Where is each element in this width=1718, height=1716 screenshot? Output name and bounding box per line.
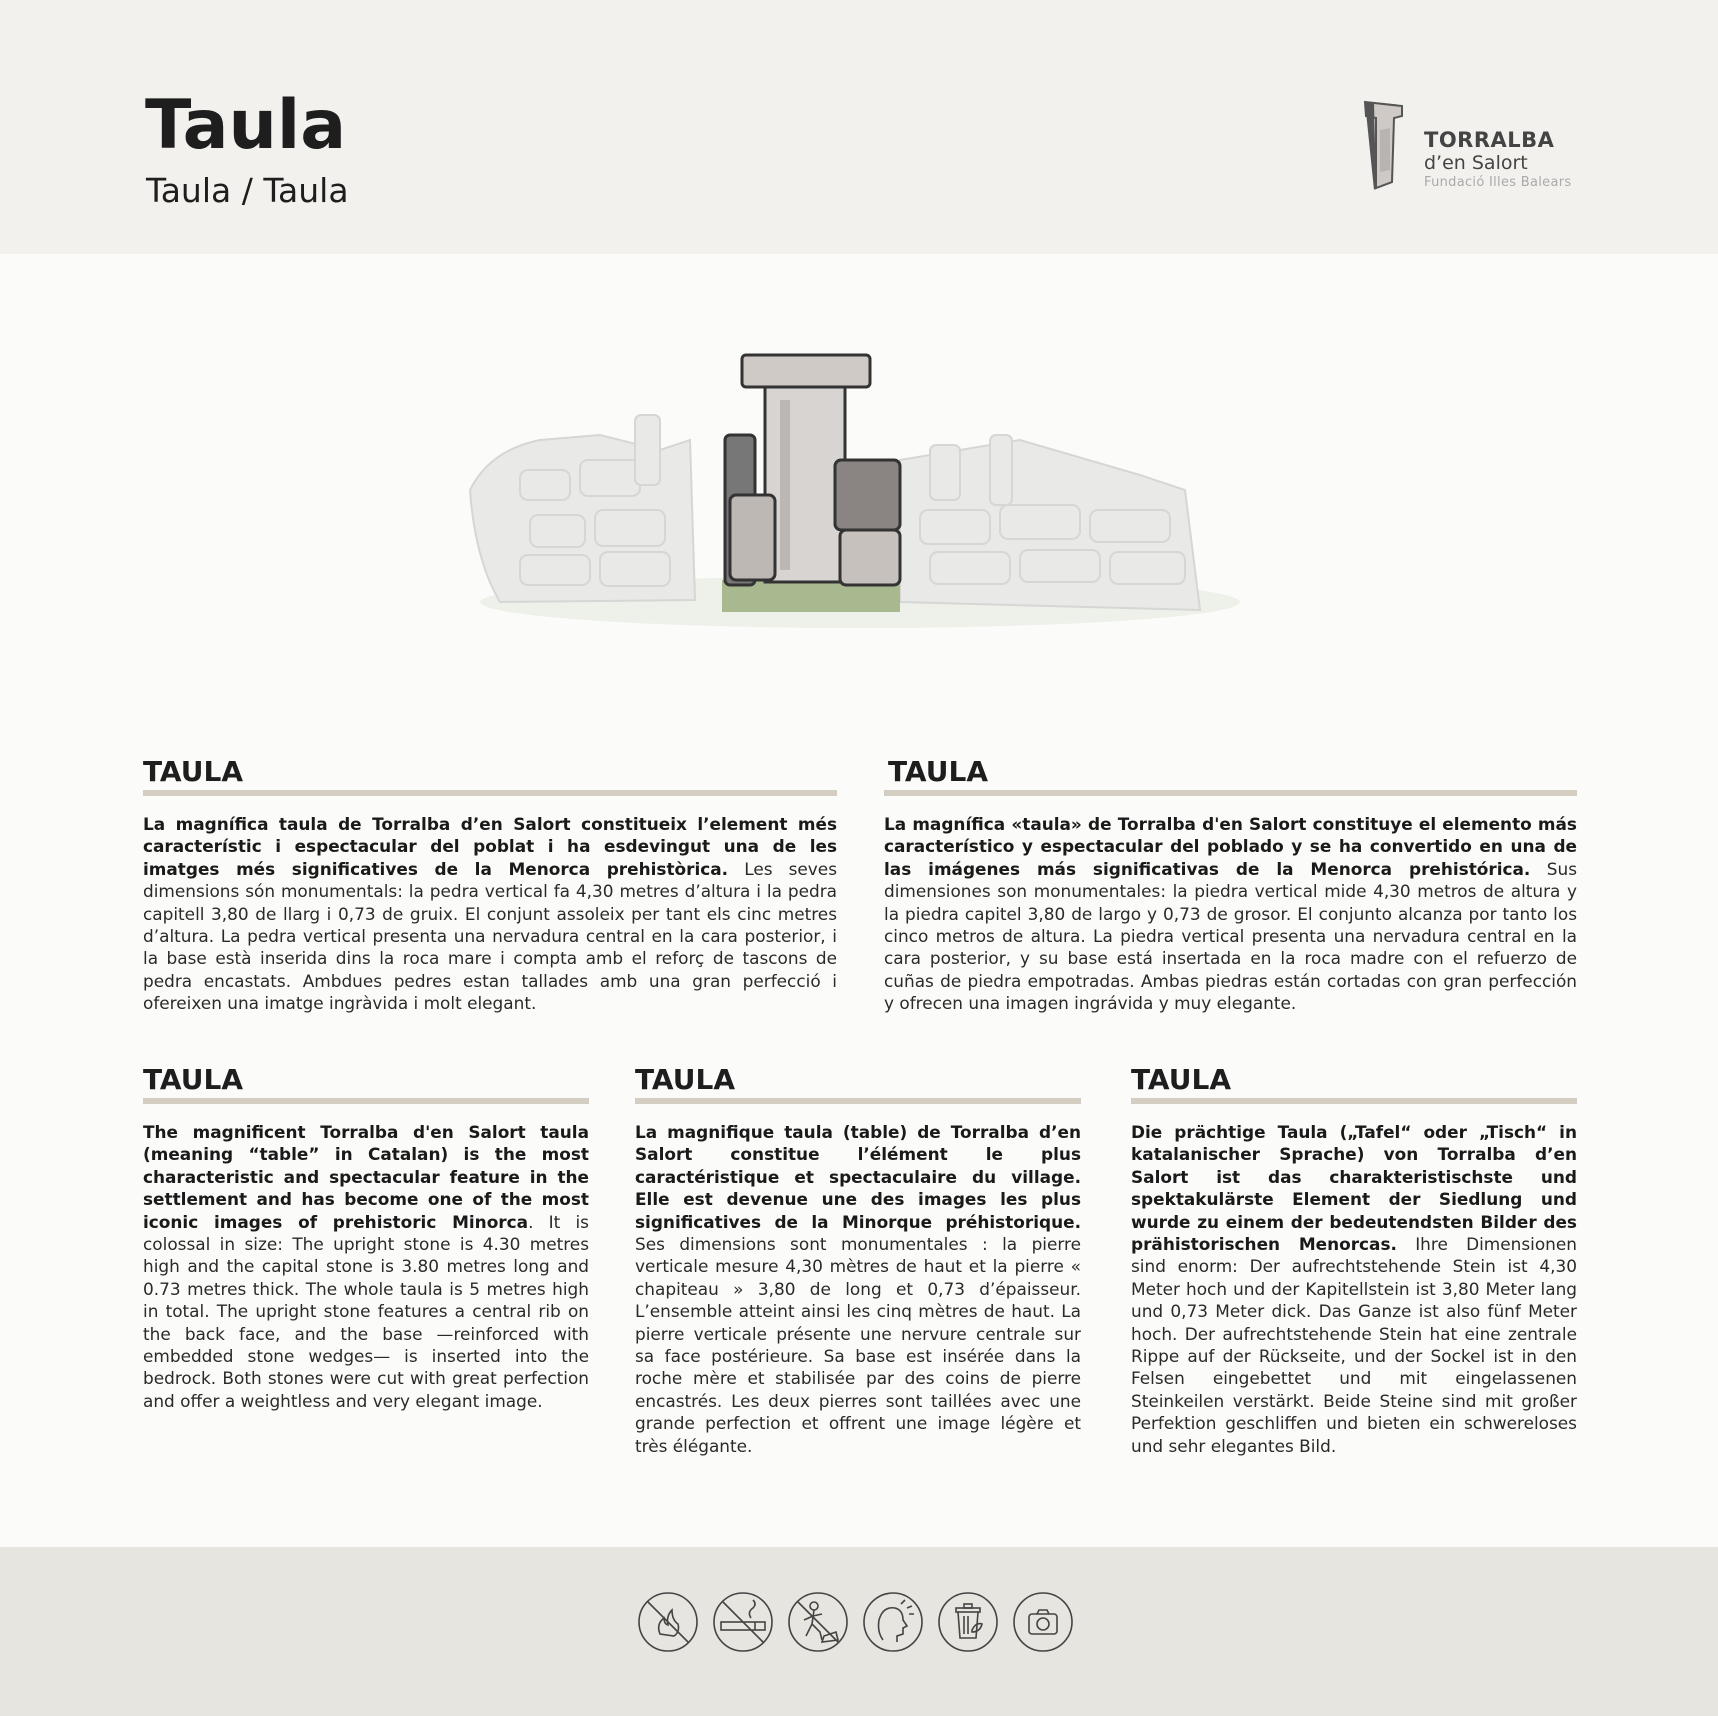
section-lead-es: La magnífica «taula» de Torralba d'en Salort constituye el elemento más característico y espectacular del poblado y se ha convertido en una de las imágenes más significativas de la Menorca prehistórica. — [884, 814, 1577, 879]
section-lead-ca: La magnífica taula de Torralba d’en Salort constitueix l’element més característic i espectacular del poblat i ha esdevingut una de les imatges més significatives de la Menorca prehistòrica. — [143, 814, 837, 879]
footer-icons — [638, 1592, 1073, 1654]
section-title-fr: TAULA — [635, 1063, 735, 1096]
camera-icon — [1013, 1592, 1073, 1652]
taula-illustration — [460, 340, 1250, 640]
section-title-de: TAULA — [1131, 1063, 1231, 1096]
section-text-es — [884, 813, 1577, 1015]
section-text-ca — [143, 813, 837, 1015]
section-rule — [635, 1098, 1081, 1104]
section-lead-de: Die prächtige Taula („Tafel“ oder „Tisch“ in katalanischer Sprache) von Torralba d’en Salort ist das charakteristischste und spektakulärste Element der Siedlung und wurde zu einem der bedeutendsten Bilder des prähistorischen Menorcas. — [1131, 1122, 1577, 1255]
litter-bin-icon — [938, 1592, 998, 1652]
section-lead-en: The magnificent Torralba d'en Salort taula (meaning “table” in Catalan) is the most characteristic and spectacular feature in the settlement and has become one of the most iconic images of prehistoric Minorca — [143, 1122, 589, 1232]
section-rule — [143, 790, 837, 796]
section-body-fr: Ses dimensions sont monumentales : la pierre verticale mesure 4,30 mètres de haut et la pierre « chapiteau » 3,80 de long et 0,73 d’épaisseur. L’ensemble atteint ainsi les cinq mètres de haut. La pierre verticale présente une nervure centrale sur sa face postérieure. Sa base est insérée dans la roche mère et stabilisée par des coins de pierre encastrés. Les deux pierres sont taillées avec une grande perfection et offrent une image légère et très élégante. — [635, 1234, 1081, 1456]
section-title-ca: TAULA — [143, 755, 243, 788]
header — [0, 0, 1718, 254]
section-body-ca: Les seves dimensions són monumentals: la pedra vertical fa 4,30 metres d’altura i la pedra capitell 3,80 de llarg i 0,73 de gruix. El conjunt assoleix per tant els cinc metres d’altura. La pedra vertical presenta una nervadura central en la cara posterior, i la base està inserida dins la roca mare i compta amb el reforç de tascons de pedra encastats. Ambdues pedres estan tallades amb una gran perfecció i ofereixen una imatge ingràvida i molt elegant. — [143, 858, 837, 1014]
logo-place: d’en Salort — [1424, 152, 1528, 174]
section-title-es: TAULA — [888, 755, 988, 788]
section-title-en: TAULA — [143, 1063, 243, 1096]
section-body-es: Sus dimensiones son monumentales: la piedra vertical mide 4,30 metros de altura y la piedra capitel 3,80 de largo y 0,73 de grosor. El conjunto alcanza por tanto los cinco metros de altura. La piedra vertical presenta una nervadura central en la cara posterior, y su base está insertada en la roca madre con el refuerzo de cuñas de piedra empotradas. Ambas piedras están cortadas con gran perfección y ofrecen una imagen ingrávida y muy elegante. — [884, 858, 1577, 1014]
logo-org: Fundació Illes Balears — [1424, 175, 1572, 190]
no-smoking-icon — [713, 1592, 773, 1652]
silence-icon — [863, 1592, 923, 1652]
no-climbing-icon — [788, 1592, 848, 1652]
page-subtitle: Taula / Taula — [146, 171, 349, 210]
logo-name: TORRALBA — [1424, 128, 1555, 152]
section-lead-fr: La magnifique taula (table) de Torralba d’en Salort constitue l’élément le plus caractéristique et spectaculaire du village. Elle est devenue une des images les plus significatives de la Minorque préhistorique. — [635, 1122, 1081, 1232]
no-fire-icon — [638, 1592, 698, 1652]
section-text-de — [1131, 1121, 1577, 1457]
section-body-en: . It is colossal in size: The upright stone is 4.30 metres high and the capital stone is 3.80 metres long and 0.73 metres thick. The whole taula is 5 metres high in total. The upright stone features a central rib on the back face, and the base —reinforced with embedded stone wedges— is inserted into the bedrock. Both stones were cut with great perfection and offer a weightless and very elegant image. — [143, 1211, 589, 1411]
section-text-fr — [635, 1121, 1081, 1457]
section-rule — [1131, 1098, 1577, 1104]
section-text-en — [143, 1121, 589, 1412]
page-title: Taula — [145, 86, 347, 165]
section-rule — [143, 1098, 589, 1104]
section-rule — [884, 790, 1577, 796]
section-body-de: Ihre Dimensionen sind enorm: Der aufrechtstehende Stein ist 4,30 Meter hoch und der Kapitellstein ist 3,80 Meter lang und 0,73 Meter dick. Das Ganze ist also fünf Meter hoch. Der aufrechtstehende Stein hat eine zentrale Rippe auf der Rückseite, und der Sockel ist in den Felsen eingebettet und mit eingelassenen Steinkeilen verstärkt. Beide Steine sind mit großer Perfektion geschliffen und bieten ein schwereloses und sehr elegantes Bild. — [1131, 1234, 1577, 1456]
